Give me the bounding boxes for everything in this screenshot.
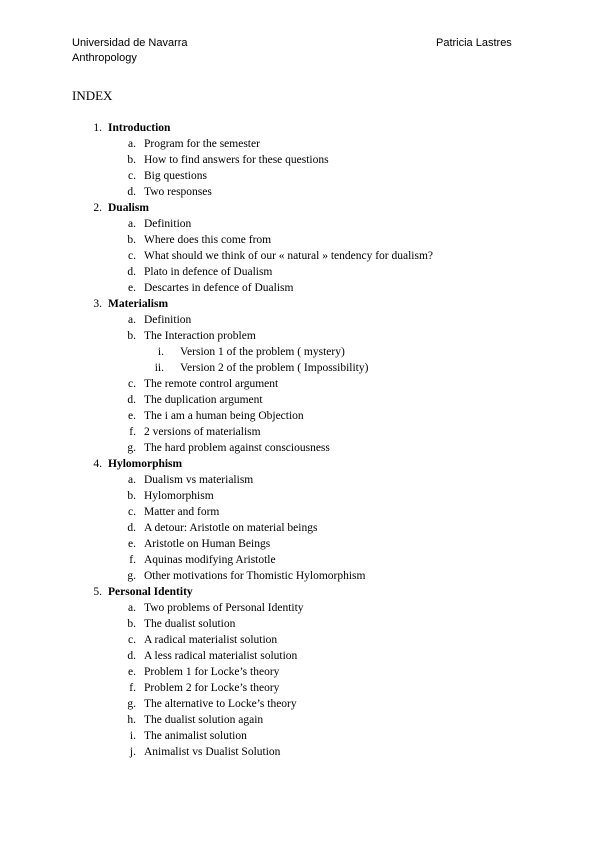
toc-marker: e.: [128, 410, 136, 422]
toc-text: Definition: [144, 314, 192, 326]
toc-item: [0, 136, 600, 152]
toc-text: The Interaction problem: [144, 330, 256, 342]
toc-item: [0, 264, 600, 280]
toc-item: [0, 616, 600, 632]
toc-marker: a.: [128, 602, 136, 614]
index-title: INDEX: [72, 88, 113, 103]
toc-text: Version 2 of the problem ( Impossibility): [180, 362, 369, 374]
toc-marker: c.: [128, 250, 136, 262]
toc-marker: e.: [128, 538, 136, 550]
toc-text: The dualist solution: [144, 618, 236, 630]
toc-item: [0, 280, 600, 296]
toc-text: The dualist solution again: [144, 714, 264, 726]
toc-item: [0, 184, 600, 200]
toc-marker: c.: [128, 170, 136, 182]
toc-marker: j.: [129, 746, 136, 758]
toc-item: [0, 632, 600, 648]
toc-marker: c.: [128, 378, 136, 390]
toc-text: A detour: Aristotle on material beings: [144, 522, 318, 534]
toc-text: Materialism: [108, 298, 169, 310]
toc-text: Problem 1 for Locke’s theory: [144, 666, 280, 678]
toc-text: The alternative to Locke’s theory: [144, 698, 297, 710]
toc-text: Big questions: [144, 170, 207, 182]
toc-marker: e.: [128, 282, 136, 294]
toc-text: Plato in defence of Dualism: [144, 266, 273, 278]
toc-marker: b.: [127, 154, 136, 166]
toc-marker: b.: [127, 618, 136, 630]
toc-marker: a.: [128, 474, 136, 486]
toc-item: [0, 472, 600, 488]
toc-marker: g.: [127, 442, 136, 454]
toc-marker: b.: [127, 234, 136, 246]
toc-subitem: [0, 344, 600, 360]
toc-item: [0, 536, 600, 552]
toc-marker: d.: [127, 650, 136, 662]
toc-item: [0, 216, 600, 232]
toc-marker: f.: [129, 554, 136, 566]
toc-text: Matter and form: [144, 506, 220, 518]
toc-marker: d.: [127, 394, 136, 406]
toc-marker: f.: [129, 426, 136, 438]
toc-text: Animalist vs Dualist Solution: [144, 746, 281, 758]
header-author: Patricia Lastres: [436, 37, 512, 49]
toc-text: A less radical materialist solution: [144, 650, 298, 662]
toc-item: [0, 744, 600, 760]
toc-text: Personal Identity: [108, 586, 193, 598]
toc-item: [0, 520, 600, 536]
toc-section: [0, 200, 600, 216]
table-of-contents: [0, 120, 600, 760]
toc-marker: h.: [127, 714, 136, 726]
toc-item: [0, 312, 600, 328]
toc-item: [0, 328, 600, 344]
toc-item: [0, 712, 600, 728]
toc-text: Other motivations for Thomistic Hylomorphism: [144, 570, 366, 582]
toc-marker: a.: [128, 314, 136, 326]
toc-text: Problem 2 for Locke’s theory: [144, 682, 280, 694]
toc-section: [0, 456, 600, 472]
toc-marker: ii.: [154, 362, 164, 374]
toc-item: [0, 648, 600, 664]
toc-text: The remote control argument: [144, 378, 279, 390]
toc-marker: i.: [157, 346, 164, 358]
toc-text: Definition: [144, 218, 192, 230]
toc-marker: i.: [129, 730, 136, 742]
toc-text: Program for the semester: [144, 138, 260, 150]
toc-item: [0, 552, 600, 568]
toc-text: The i am a human being Objection: [144, 410, 304, 422]
toc-section: [0, 296, 600, 312]
toc-text: Aristotle on Human Beings: [144, 538, 271, 550]
toc-text: Version 1 of the problem ( mystery): [180, 346, 345, 358]
toc-marker: a.: [128, 218, 136, 230]
toc-item: [0, 440, 600, 456]
toc-marker: 4.: [93, 458, 102, 470]
toc-text: Aquinas modifying Aristotle: [144, 554, 276, 566]
toc-marker: b.: [127, 330, 136, 342]
toc-section: [0, 584, 600, 600]
toc-marker: a.: [128, 138, 136, 150]
toc-item: [0, 696, 600, 712]
toc-item: [0, 680, 600, 696]
toc-text: The duplication argument: [144, 394, 263, 406]
toc-marker: c.: [128, 506, 136, 518]
toc-item: [0, 488, 600, 504]
toc-marker: d.: [127, 266, 136, 278]
toc-text: A radical materialist solution: [144, 634, 278, 646]
toc-item: [0, 248, 600, 264]
toc-marker: b.: [127, 490, 136, 502]
toc-marker: 5.: [93, 586, 102, 598]
header-course: Anthropology: [72, 52, 137, 64]
toc-text: Where does this come from: [144, 234, 272, 246]
toc-item: [0, 168, 600, 184]
toc-text: The hard problem against consciousness: [144, 442, 330, 454]
toc-marker: f.: [129, 682, 136, 694]
toc-text: What should we think of our « natural » tendency for dualism?: [144, 250, 434, 262]
toc-item: [0, 376, 600, 392]
toc-marker: 2.: [93, 202, 102, 214]
toc-item: [0, 728, 600, 744]
toc-text: 2 versions of materialism: [144, 426, 261, 438]
toc-marker: 1.: [93, 122, 102, 134]
toc-item: [0, 600, 600, 616]
toc-text: Hylomorphism: [144, 490, 214, 502]
toc-marker: 3.: [93, 298, 102, 310]
toc-subitem: [0, 360, 600, 376]
toc-marker: e.: [128, 666, 136, 678]
toc-marker: g.: [127, 570, 136, 582]
toc-text: Two responses: [144, 186, 212, 198]
toc-text: Hylomorphism: [108, 458, 183, 470]
toc-item: [0, 424, 600, 440]
toc-item: [0, 408, 600, 424]
toc-text: Introduction: [108, 122, 171, 134]
toc-item: [0, 232, 600, 248]
toc-marker: g.: [127, 698, 136, 710]
toc-text: Two problems of Personal Identity: [144, 602, 304, 614]
toc-marker: c.: [128, 634, 136, 646]
toc-item: [0, 664, 600, 680]
toc-text: How to find answers for these questions: [144, 154, 329, 166]
toc-text: Dualism: [108, 202, 149, 214]
toc-section: [0, 120, 600, 136]
toc-item: [0, 504, 600, 520]
toc-text: Dualism vs materialism: [144, 474, 254, 486]
toc-item: [0, 392, 600, 408]
toc-marker: d.: [127, 522, 136, 534]
toc-item: [0, 568, 600, 584]
toc-marker: d.: [127, 186, 136, 198]
toc-item: [0, 152, 600, 168]
header-institution: Universidad de Navarra: [72, 37, 188, 49]
toc-text: Descartes in defence of Dualism: [144, 282, 294, 294]
toc-text: The animalist solution: [144, 730, 247, 742]
